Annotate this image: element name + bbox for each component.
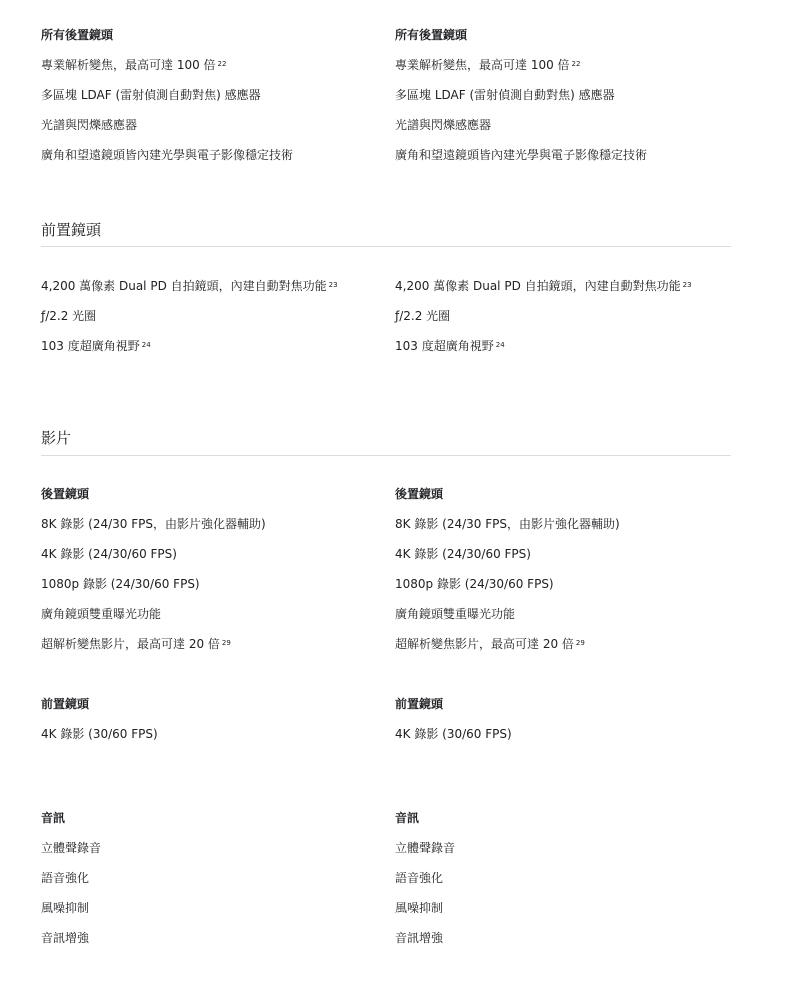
section-divider (41, 246, 731, 247)
rear-cameras-heading-right: 所有後置鏡頭 (395, 28, 468, 42)
spec-item: 4K 錄影 (24/30/60 FPS) (41, 547, 177, 561)
spec-item: 超解析變焦影片，最高可達 20 倍 $^{29}$ (395, 637, 585, 651)
spec-item: 語音強化 (395, 871, 444, 885)
spec-item: 廣角和望遠鏡頭皆內建光學與電子影像穩定技術 (41, 148, 294, 162)
video-front-heading-right: 前置鏡頭 (395, 697, 444, 711)
video-rear-heading-left: 後置鏡頭 (41, 487, 90, 501)
spec-item: 4,200 萬像素 Dual PD 自拍鏡頭，內建自動對焦功能 $^{23}$ (395, 279, 692, 293)
spec-item: 專業解析變焦，最高可達 100 倍 $^{22}$ (41, 58, 227, 72)
section-divider (41, 455, 731, 456)
footnote-ref[interactable]: 24 (495, 341, 505, 349)
spec-item: 立體聲錄音 (41, 841, 102, 855)
section-title-video: 影片 (41, 429, 72, 447)
spec-item: 廣角鏡頭雙重曝光功能 (41, 607, 162, 621)
footnote-ref[interactable]: 22 (217, 60, 227, 68)
spec-item: 音訊增強 (41, 931, 90, 945)
spec-item: 立體聲錄音 (395, 841, 456, 855)
spec-item: 4K 錄影 (30/60 FPS) (395, 727, 512, 741)
spec-item: 語音強化 (41, 871, 90, 885)
spec-item: 8K 錄影 (24/30 FPS，由影片強化器輔助) (395, 517, 620, 531)
audio-heading-right: 音訊 (395, 811, 420, 825)
footnote-ref[interactable]: 29 (221, 639, 231, 647)
spec-item: 4K 錄影 (30/60 FPS) (41, 727, 158, 741)
rear-cameras-heading-left: 所有後置鏡頭 (41, 28, 114, 42)
spec-item: 風噪抑制 (41, 901, 90, 915)
spec-item: 4K 錄影 (24/30/60 FPS) (395, 547, 531, 561)
video-front-heading-left: 前置鏡頭 (41, 697, 90, 711)
spec-item: ƒ/2.2 光圈 (41, 309, 97, 323)
spec-item: 光譜與閃爍感應器 (41, 118, 138, 132)
spec-item: 103 度超廣角視野 $^{24}$ (41, 339, 151, 353)
footnote-ref[interactable]: 29 (575, 639, 585, 647)
spec-item: 風噪抑制 (395, 901, 444, 915)
spec-item: 專業解析變焦，最高可達 100 倍 $^{22}$ (395, 58, 581, 72)
spec-item: ƒ/2.2 光圈 (395, 309, 451, 323)
video-rear-heading-right: 後置鏡頭 (395, 487, 444, 501)
audio-heading-left: 音訊 (41, 811, 66, 825)
spec-item: 廣角和望遠鏡頭皆內建光學與電子影像穩定技術 (395, 148, 648, 162)
footnote-ref[interactable]: 23 (328, 281, 338, 289)
footnote-ref[interactable]: 23 (682, 281, 692, 289)
spec-item: 103 度超廣角視野 $^{24}$ (395, 339, 505, 353)
spec-item: 音訊增強 (395, 931, 444, 945)
footnote-ref[interactable]: 22 (571, 60, 581, 68)
spec-item: 光譜與閃爍感應器 (395, 118, 492, 132)
footnote-ref[interactable]: 24 (141, 341, 151, 349)
spec-item: 超解析變焦影片，最高可達 20 倍 $^{29}$ (41, 637, 231, 651)
spec-item: 8K 錄影 (24/30 FPS，由影片強化器輔助) (41, 517, 266, 531)
spec-item: 1080p 錄影 (24/30/60 FPS) (41, 577, 200, 591)
spec-item: 多區塊 LDAF (雷射偵測自動對焦) 感應器 (395, 88, 615, 102)
spec-item: 多區塊 LDAF (雷射偵測自動對焦) 感應器 (41, 88, 261, 102)
spec-item: 廣角鏡頭雙重曝光功能 (395, 607, 516, 621)
spec-item: 1080p 錄影 (24/30/60 FPS) (395, 577, 554, 591)
section-title-front-camera: 前置鏡頭 (41, 221, 102, 239)
spec-item: 4,200 萬像素 Dual PD 自拍鏡頭，內建自動對焦功能 $^{23}$ (41, 279, 338, 293)
